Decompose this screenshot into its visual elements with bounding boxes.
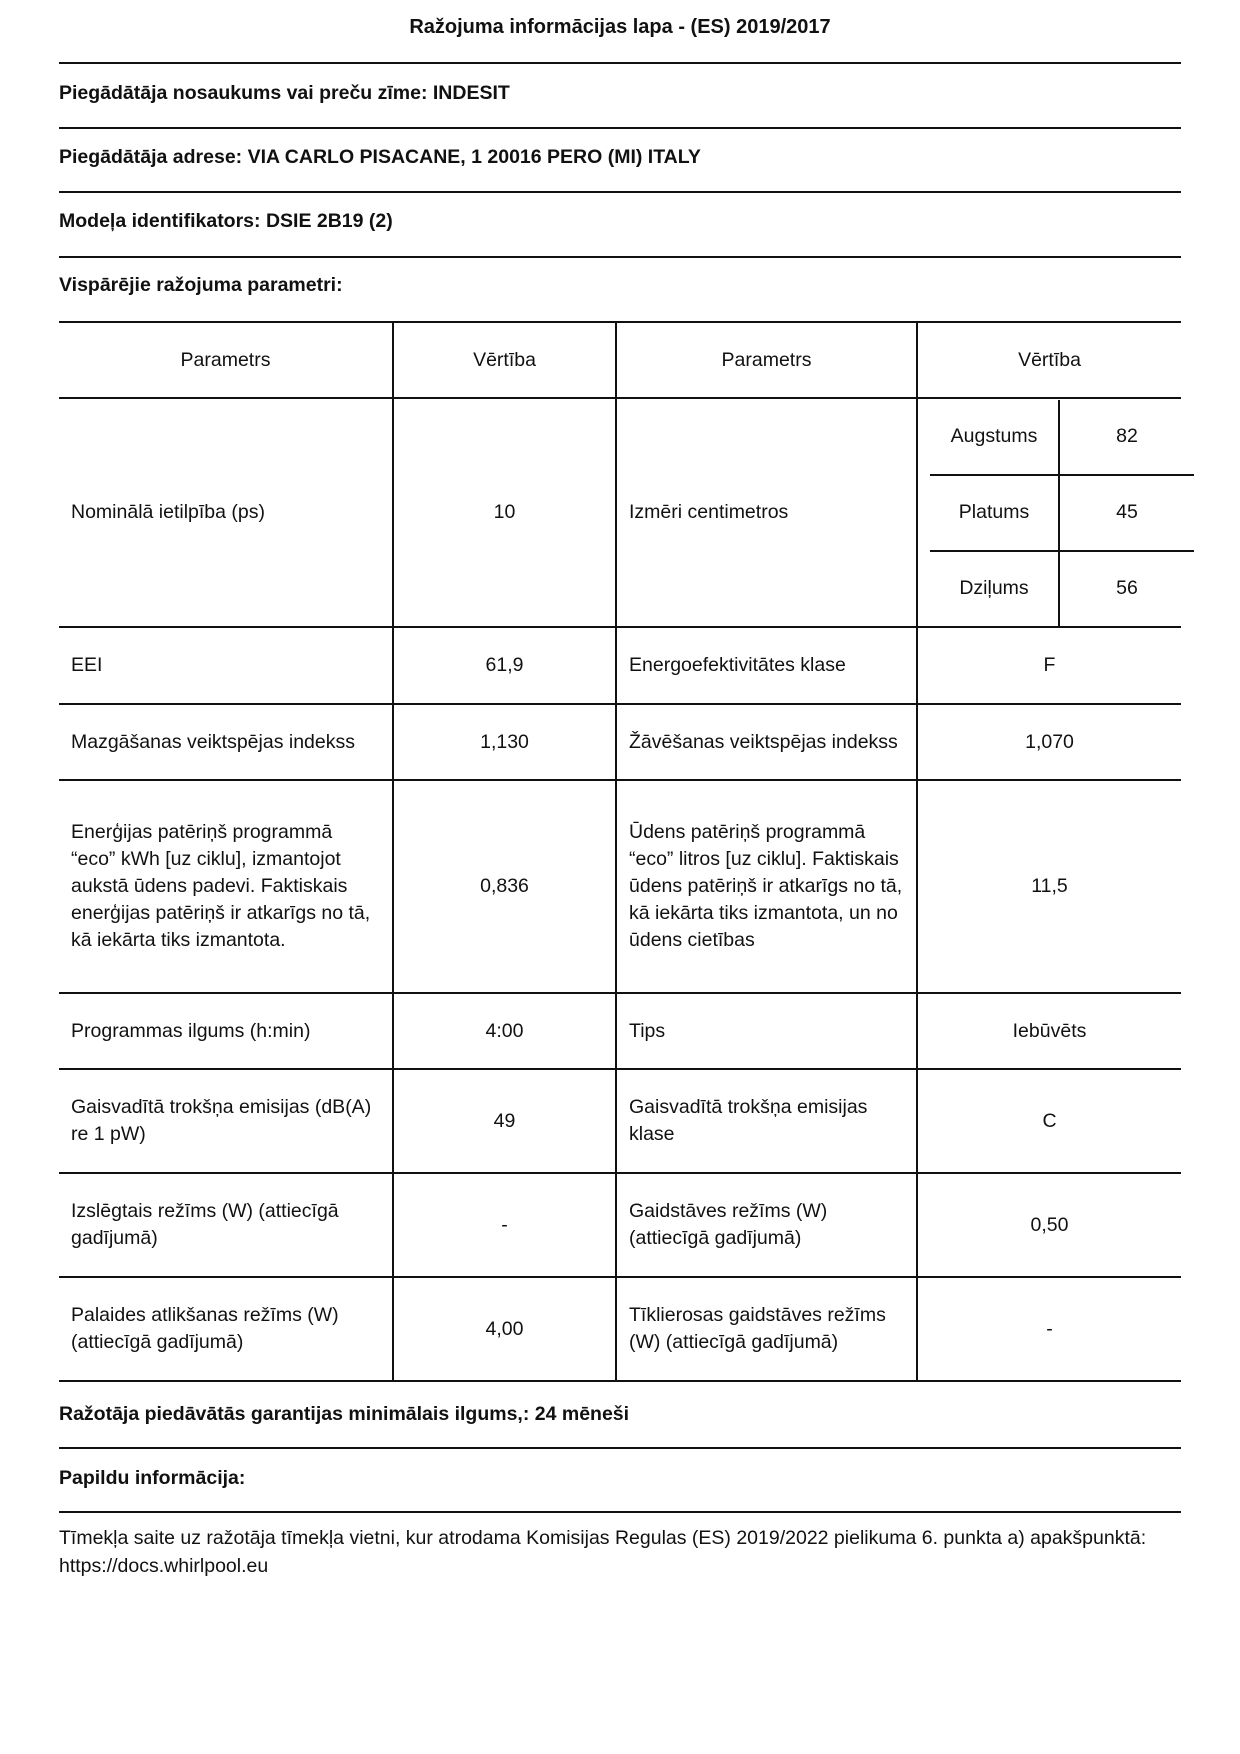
header-parameter-1: Parametrs [59,322,393,398]
delay-start-value: 4,00 [393,1277,616,1381]
delay-start-label: Palaides atlikšanas režīms (W) (attiecīgā gadījumā) [59,1277,393,1381]
dimensions-label: Izmēri centimetros [616,398,917,627]
height-label: Augstums [950,425,1038,447]
energy-consumption-value: 0,836 [393,780,616,993]
divider [59,1447,1181,1449]
networked-standby-value: - [917,1277,1181,1381]
divider [59,1511,1181,1513]
programme-duration-label: Programmas ilgums (h:min) [59,993,393,1069]
eei-label: EEI [59,627,393,704]
programme-duration-value: 4:00 [393,993,616,1069]
type-label: Tips [616,993,917,1069]
table-row [59,627,1181,704]
table-row [59,993,1181,1069]
general-parameters-heading: Vispārējie ražojuma parametri: [59,274,343,296]
table-row [59,398,1181,627]
standby-mode-value: 0,50 [917,1173,1181,1277]
divider [59,256,1181,258]
header-parameter-2: Parametrs [616,322,917,398]
energy-consumption-label: Enerģijas patēriņš programmā “eco” kWh [uz ciklu], izmantojot aukstā ūdens padevi. Faktiskais enerģijas patēriņš ir atkarīgs no tā, kā iekārta tiks izmantota. [59,780,393,993]
table-row [59,1173,1181,1277]
dimensions-values [917,398,1181,627]
rated-capacity-label: Nominālā ietilpība (ps) [59,398,393,627]
divider [59,127,1181,129]
supplier-name: Piegādātāja nosaukums vai preču zīme: INDESIT [59,82,510,104]
drying-index-value: 1,070 [917,704,1181,780]
web-link-text: Tīmekļa saite uz ražotāja tīmekļa vietni, kur atrodama Komisijas Regulas (ES) 2019/2022 pielikuma 6. punkta a) apakšpunktā: https://docs.whirlpool.eu [59,1527,1147,1577]
supplier-address: Piegādātāja adrese: VIA CARLO PISACANE, 1 20016 PERO (MI) ITALY [59,146,701,168]
water-consumption-value: 11,5 [917,780,1181,993]
additional-info-heading: Papildu informācija: [59,1467,246,1489]
energy-class-label: Energoefektivitātes klase [616,627,917,704]
eei-value: 61,9 [393,627,616,704]
noise-emission-label: Gaisvadītā trokšņa emisijas (dB(A) re 1 pW) [59,1069,393,1173]
noise-emission-value: 49 [393,1069,616,1173]
divider [59,191,1181,193]
off-mode-value: - [393,1173,616,1277]
off-mode-label: Izslēgtais režīms (W) (attiecīgā gadījumā) [59,1173,393,1277]
depth-value: 56 [1059,551,1194,626]
parameters-table [59,321,1181,1382]
header-value-1: Vērtība [393,322,616,398]
drying-index-label: Žāvēšanas veiktspējas indekss [616,704,917,780]
width-value: 45 [1059,475,1194,551]
header-value-2: Vērtība [917,322,1181,398]
water-consumption-label: Ūdens patēriņš programmā “eco” litros [uz ciklu]. Faktiskais ūdens patēriņš ir atkarīgs no tā, kā iekārta tiks izmantota, un no ūdens cietības [616,780,917,993]
cleaning-index-value: 1,130 [393,704,616,780]
sheet-title: Ražojuma informācijas lapa - (ES) 2019/2017 [409,16,831,38]
cleaning-index-label: Mazgāšanas veiktspējas indekss [59,704,393,780]
table-row [59,1277,1181,1381]
table-row [59,780,1181,993]
networked-standby-label: Tīklierosas gaidstāves režīms (W) (attiecīgā gadījumā) [616,1277,917,1381]
width-label: Platums [930,475,1059,551]
table-header-row [59,322,1181,398]
divider [59,62,1181,64]
type-value: Iebūvēts [917,993,1181,1069]
dimensions-subtable [930,400,1194,626]
depth-label: Dziļums [930,551,1059,626]
noise-class-label: Gaisvadītā trokšņa emisijas klase [616,1069,917,1173]
noise-class-value: C [917,1069,1181,1173]
standby-mode-label: Gaidstāves režīms (W) (attiecīgā gadījumā) [616,1173,917,1277]
warranty-duration: Ražotāja piedāvātās garantijas minimālais ilgums,: 24 mēneši [59,1403,630,1425]
model-identifier: Modeļa identifikators: DSIE 2B19 (2) [59,210,393,232]
energy-class-value: F [917,627,1181,704]
table-row [59,1069,1181,1173]
rated-capacity-value: 10 [393,398,616,627]
height-value: 82 [1059,400,1194,475]
table-row [59,704,1181,780]
